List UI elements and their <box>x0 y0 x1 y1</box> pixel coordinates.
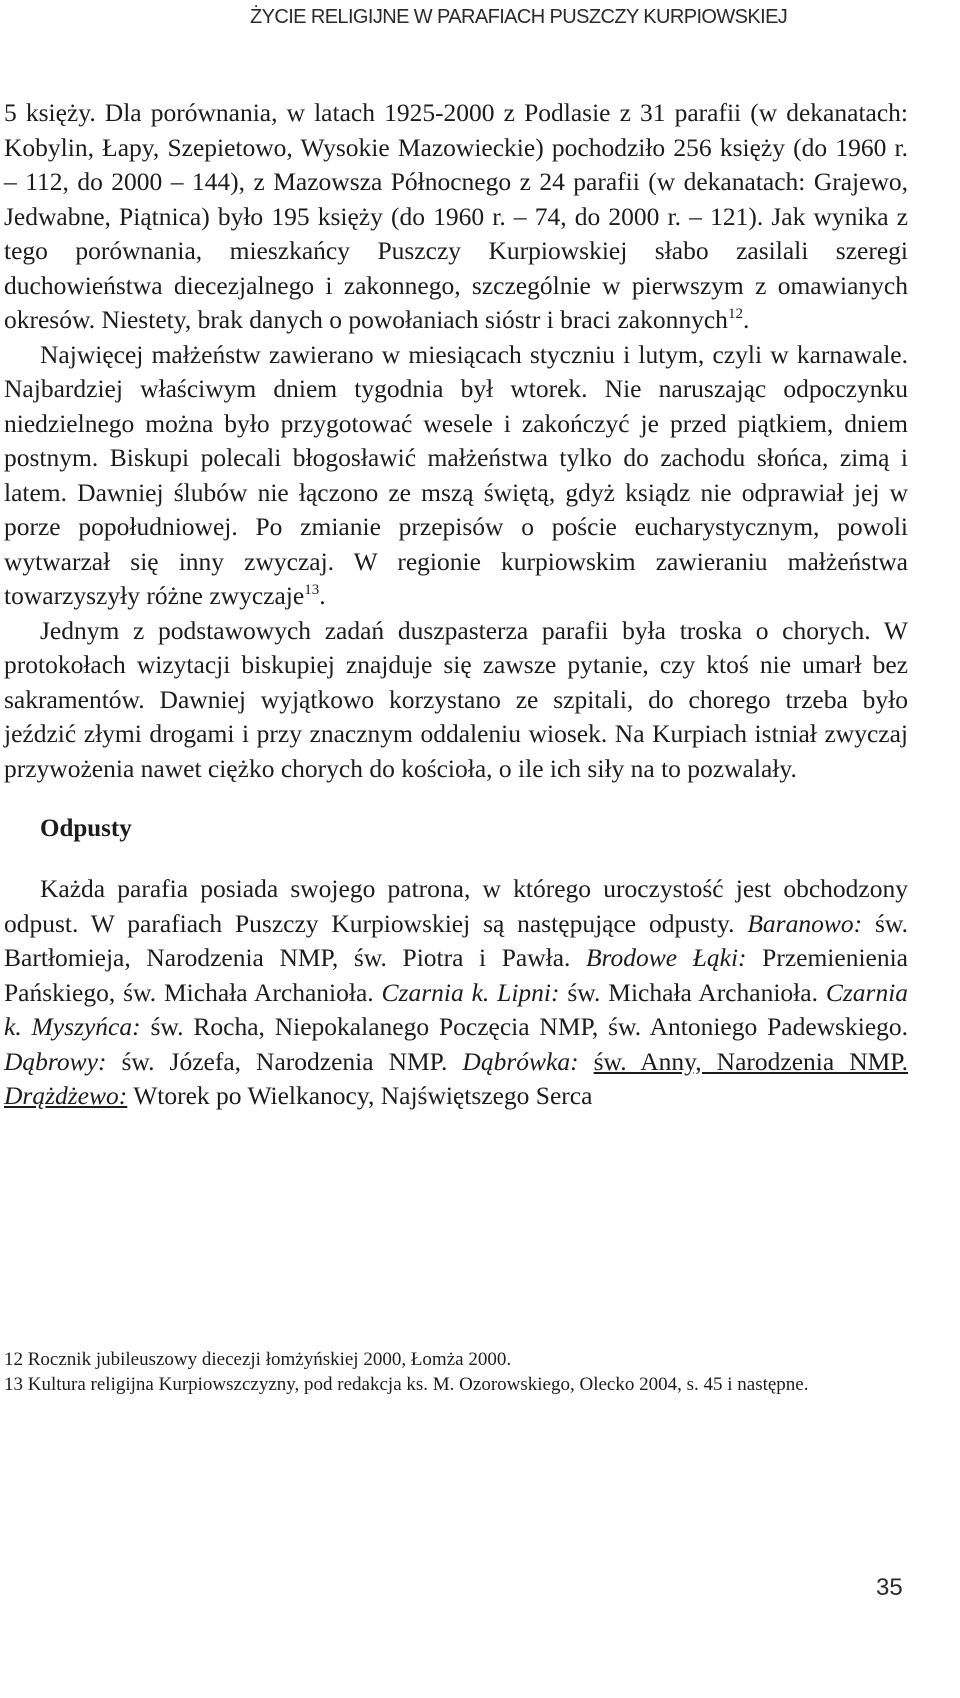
place-name: Dąbrówka: <box>462 1046 579 1076</box>
paragraph-marriages-end: . <box>319 581 326 610</box>
feast-list: św. Rocha, Niepokalanego Poczęcia NMP, św. Antoniego Padewskiego. <box>150 1012 909 1041</box>
place-name: Czarnia k. Lipni: <box>381 977 560 1007</box>
place-name: Dąbrowy: <box>4 1046 107 1076</box>
place-name: Brodowe Łąki: <box>585 943 747 972</box>
feast-list: św. Józefa, Narodzenia NMP. <box>121 1046 448 1076</box>
odpusty-intro: Każda parafia posiada swojego patrona, w którego uroczystość jest obchodzony odpust. W parafiach Puszczy Kurpiowskiej są następujące odpusty. <box>4 874 908 938</box>
feast-list: św. Anny, Narodzenia NMP. <box>593 1046 909 1076</box>
paragraph-marriages-text: Najwięcej małżeństw zawierano w miesiącach styczniu i lutym, czyli w karnawale. Najbardziej właściwym dniem tygodnia był wtorek. Nie naruszając odpoczynku niedzielnego można było przygotować wesele i zakończyć je przed piątkiem, dniem postnym. Biskupi polecali błogosławić małżeństwa tylko do zachodu słońca, zimą i latem. Dawniej ślubów nie łączono ze mszą świętą, gdyż ksiądz nie odprawiał jej w porze popołudniowej. Po zmianie przepisów o poście eucharystycznym, powoli wytwarzał się inny zwyczaj. W regionie kurpiowskim zawieraniu małżeństwa towarzyszyły różne zwyczaje <box>4 339 908 610</box>
section-heading-odpusty: Odpusty <box>40 815 132 842</box>
feast-list: Przemienienia Pańskiego, św. Michała Archanioła. <box>4 943 908 1007</box>
paragraph-priests <box>4 96 908 338</box>
footnotes <box>4 1347 908 1397</box>
place-name: Drążdżewo: <box>4 1081 128 1110</box>
footnote-ref-12: 12 <box>727 306 743 322</box>
feast-list: św. Michała Archanioła. <box>567 977 818 1007</box>
running-head: ŻYCIE RELIGIJNE W PARAFIACH PUSZCZY KURPIOWSKIEJ <box>250 6 788 28</box>
paragraph-priests-end: . <box>742 305 750 334</box>
place-name: Czarnia k. Myszyńca: <box>4 977 909 1041</box>
paragraph-odpusty <box>4 872 908 1114</box>
paragraph-marriages <box>4 338 908 614</box>
footnote-12: 12 Rocznik jubileuszowy diecezji łomżyńskiej 2000, Łomża 2000. <box>4 1349 512 1370</box>
feast-list: św. Bartłomieja, Narodzenia NMP, św. Piotra i Pawła. <box>4 908 909 972</box>
paragraph-priests-text: 5 księży. Dla porównania, w latach 1925-2000 z Podlasie z 31 parafii (w dekanatach: Kobylin, Łapy, Szepietowo, Wysokie Mazowieckie) pochodziło 256 księży (do 1960 r. – 112, do 2000 – 144), z Mazowsza Północnego z 24 parafii (w dekanatach: Grajewo, Jedwabne, Piątnica) było 195 księży (do 1960 r. – 74, do 2000 r. – 121). Jak wynika z tego porównania, mieszkańcy Puszczy Kurpiowskiej słabo zasilali szeregi duchowieństwa diecezjalnego i zakonnego, szczególnie w pierwszym z omawianych okresów. Niestety, brak danych o powołaniach sióstr i braci zakonnych <box>4 98 908 334</box>
footnote-13: 13 Kultura religijna Kurpiowszczyzny, pod redakcja ks. M. Ozorowskiego, Olecko 2004, s. 45 i następne. <box>4 1374 809 1395</box>
feast-list: Wtorek po Wielkanocy, Najświętszego Serca <box>133 1081 593 1110</box>
page-number: 35 <box>876 1574 903 1601</box>
paragraph-sick: Jednym z podstawowych zadań duszpasterza parafii była troska o chorych. W protokołach wizytacji biskupiej znajduje się zawsze pytanie, czy ktoś nie umarł bez sakramentów. Dawniej wyjątkowo korzystano ze szpitali, do chorego trzeba było jeździć złymi drogami i przy znacznym oddaleniu wiosek. Na Kurpiach istniał zwyczaj przywożenia nawet ciężko chorych do kościoła, o ile ich siły na to pozwalały. <box>4 615 908 783</box>
footnote-ref-13: 13 <box>304 582 320 598</box>
place-name: Baranowo: <box>747 908 863 938</box>
main-text <box>4 96 908 1114</box>
